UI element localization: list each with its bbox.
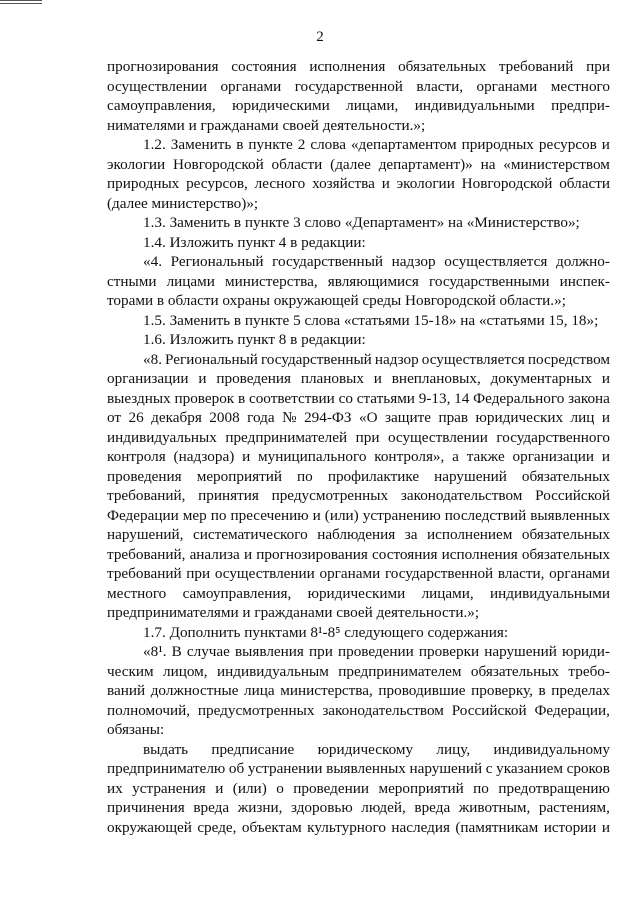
text-line: «8¹. В случае выявления при проведении проверки нарушений юриди- (143, 643, 610, 660)
text-line: от 26 декабря 2008 года № 294-ФЗ «О защите прав юридических лиц и (107, 409, 610, 426)
text-line: индивидуальных предпринимателей при осуществлении государственного (107, 428, 610, 446)
text-line: стными лицами министерства, являющимися государственными инспек- (107, 272, 610, 290)
text-line: 1.4. Изложить пункт 4 в редакции: (143, 233, 366, 251)
text-line: прогнозирования состояния исполнения обязательных требований при (107, 58, 610, 75)
text-line: «4. Региональный государственный надзор осуществляется должно- (143, 253, 610, 270)
text-line: окружающей среде, объектам культурного наследия (памятникам истории и (107, 818, 610, 836)
corner-mark (0, 0, 42, 4)
text-line: местного самоуправления, юридическими лицами, индивидуальными (107, 584, 610, 602)
text-line: (далее министерство)»; (107, 194, 259, 212)
text-line: требований при осуществлении органами государственной власти, органами (107, 565, 610, 582)
text-line: 1.6. Изложить пункт 8 в редакции: (143, 331, 366, 348)
text-line: их устранения и (или) о проведении мероприятий по предотвращению (107, 779, 610, 797)
text-line: 1.5. Заменить в пункте 5 слова «статьями 15-18» на «статьями 15, 18»; (143, 311, 599, 329)
text-line: Федерации мер по пресечению и (или) устранению последствий выявленных (107, 506, 610, 524)
text-line: 1.3. Заменить в пункте 3 слово «Департамент» на «Министерство»; (143, 214, 580, 231)
text-line: нарушений, систематического наблюдения за исполнением обязательных (107, 526, 610, 543)
text-line: нимателями и гражданами своей деятельности.»; (107, 116, 426, 134)
text-line: торами в области охраны окружающей среды Новгородской области.»; (107, 292, 566, 309)
text-line: экологии Новгородской области (далее департамент)» на «министерством (107, 155, 610, 173)
text-line: предпринимателями и гражданами своей деятельности.»; (107, 604, 480, 621)
text-line: организации и проведения плановых и внеплановых, документарных и (107, 370, 610, 387)
text-line: природных ресурсов, лесного хозяйства и экологии Новгородской области (107, 175, 610, 192)
text-line: самоуправления, юридическими лицами, индивидуальными предпри- (107, 97, 610, 114)
text-line: осуществлении органами государственной власти, органами местного (107, 77, 610, 95)
text-line: обязаны: (107, 721, 165, 738)
text-line: проведения мероприятий по профилактике нарушений обязательных (107, 467, 610, 485)
text-line: требований, анализа и прогнозирования состояния исполнения обязательных (107, 545, 610, 563)
text-line: причинения вреда жизни, здоровью людей, вреда животным, растениям, (107, 799, 610, 816)
text-line: ческим лицом, индивидуальным предпринимателем обязательных требо- (107, 662, 610, 680)
page-number: 2 (316, 29, 324, 45)
text-line: 1.2. Заменить в пункте 2 слова «департаментом природных ресурсов и (143, 136, 610, 153)
text-line: выдать предписание юридическому лицу, индивидуальному (143, 740, 610, 758)
text-line: ваний должностные лица министерства, проводившие проверку, в пределах (107, 682, 610, 699)
document-body (107, 57, 610, 837)
text-line: требований, принятия предусмотренных законодательством Российской (107, 487, 610, 504)
text-line: контроля (надзора) и муниципального контроля», а также организации и (107, 448, 610, 465)
text-line: предпринимателю об устранении выявленных нарушений с указанием сроков (107, 760, 610, 777)
text-line: выездных проверок в соответствии со статьями 9-13, 14 Федерального закона (107, 389, 610, 407)
text-line: «8. Региональный государственный надзор осуществляется посредством (143, 350, 610, 368)
text-line: полномочий, предусмотренных законодательством Российской Федерации, (107, 701, 610, 719)
text-line: 1.7. Дополнить пунктами 8¹-8⁵ следующего содержания: (143, 623, 509, 641)
